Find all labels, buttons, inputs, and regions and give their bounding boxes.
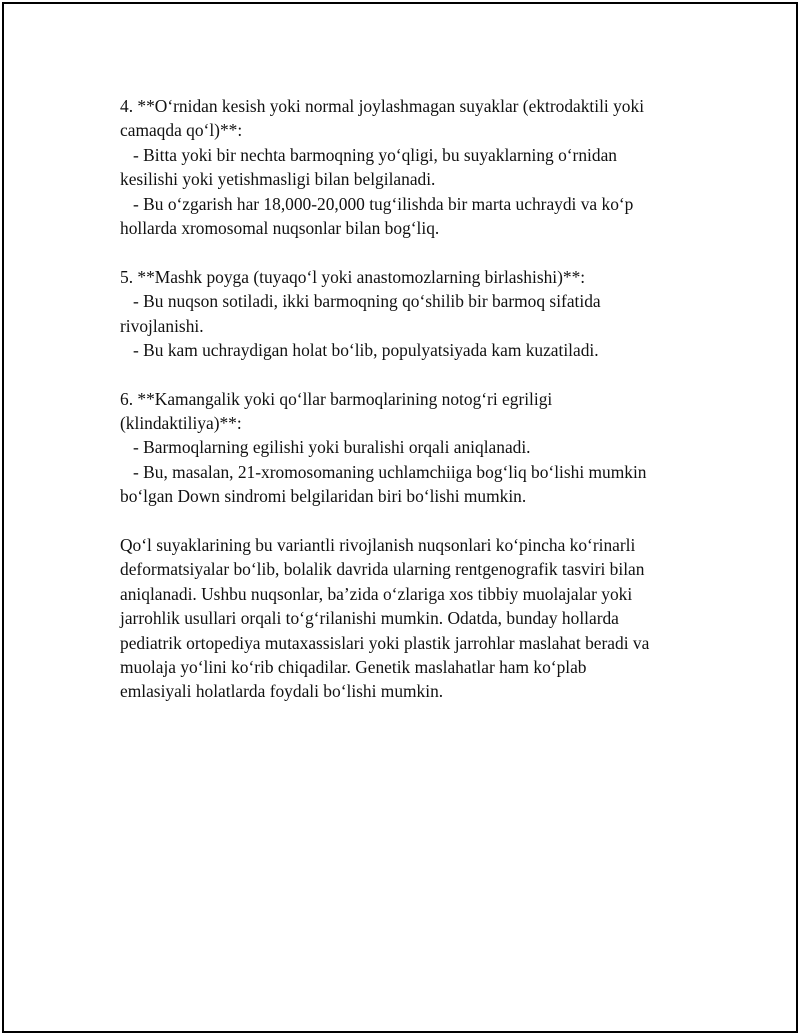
paragraph-spacer [120, 240, 700, 264]
item-4-bullet-line-4: hollarda xromosomal nuqsonlar bilan bog‘liq. [120, 217, 440, 238]
item-4-heading-line-1: 4. **O‘rnidan kesish yoki normal joylashmagan suyaklar (ektrodaktili yoki [120, 96, 645, 116]
page-frame [2, 2, 798, 1033]
item-6-heading-line-2: (klindaktiliya)**: [120, 413, 242, 434]
item-4-bullet-line-1: - Bitta yoki bir nechta barmoqning yo‘qligi, bu suyaklarning o‘rnidan [120, 144, 617, 165]
item-6-heading-line-1: 6. **Kamangalik yoki qo‘llar barmoqlarining notog‘ri egriligi [120, 388, 553, 409]
item-6-bullet-line-1: - Barmoqlarning egilishi yoki buralishi orqali aniqlanadi. [120, 437, 531, 458]
item-5-bullet-line-3: - Bu kam uchraydigan holat bo‘lib, populyatsiyada kam kuzatiladi. [120, 339, 599, 360]
summary-paragraph [120, 533, 700, 704]
item-5-heading-line-1: 5. **Mashk poyga (tuyaqo‘l yoki anastomozlarning birlashishi)**: [120, 266, 586, 287]
summary-line-2: deformatsiyalar bo‘lib, bolalik davrida ularning rentgenografik tasviri bilan [120, 559, 645, 580]
summary-line-3: aniqlanadi. Ushbu nuqsonlar, ba’zida o‘zlariga xos tibbiy muolajalar yoki [120, 583, 633, 604]
item-4-heading-line-2: camaqda qo‘l)**: [120, 120, 243, 141]
paragraph-spacer [120, 509, 700, 533]
list-item-5 [120, 265, 700, 363]
list-item-6 [120, 387, 700, 509]
document-body [120, 94, 700, 704]
item-5-bullet-line-1: - Bu nuqson sotiladi, ikki barmoqning qo‘shilib bir barmoq sifatida [120, 291, 601, 312]
summary-line-1: Qo‘l suyaklarining bu variantli rivojlanish nuqsonlari ko‘pincha ko‘rinarli [120, 535, 636, 556]
summary-line-4: jarrohlik usullari orqali to‘g‘rilanishi mumkin. Odatda, bunday hollarda [120, 608, 619, 629]
item-4-bullet-line-2: kesilishi yoki yetishmasligi bilan belgilanadi. [120, 169, 436, 190]
summary-line-7: emlasiyali holatlarda foydali bo‘lishi mumkin. [120, 681, 444, 702]
item-5-bullet-line-2: rivojlanishi. [120, 315, 204, 336]
item-6-bullet-line-2: - Bu, masalan, 21-xromosomaning uchlamchiiga bog‘liq bo‘lishi mumkin [120, 461, 647, 482]
list-item-4 [120, 94, 700, 240]
summary-line-6: muolaja yo‘lini ko‘rib chiqadilar. Genetik maslahatlar ham ko‘plab [120, 656, 587, 677]
summary-line-5: pediatrik ortopediya mutaxassislari yoki plastik jarrohlar maslahat beradi va [120, 632, 650, 653]
item-6-bullet-line-3: bo‘lgan Down sindromi belgilaridan biri bo‘lishi mumkin. [120, 486, 527, 507]
paragraph-spacer [120, 362, 700, 386]
item-4-bullet-line-3: - Bu o‘zgarish har 18,000-20,000 tug‘ilishda bir marta uchraydi va ko‘p [120, 193, 634, 214]
